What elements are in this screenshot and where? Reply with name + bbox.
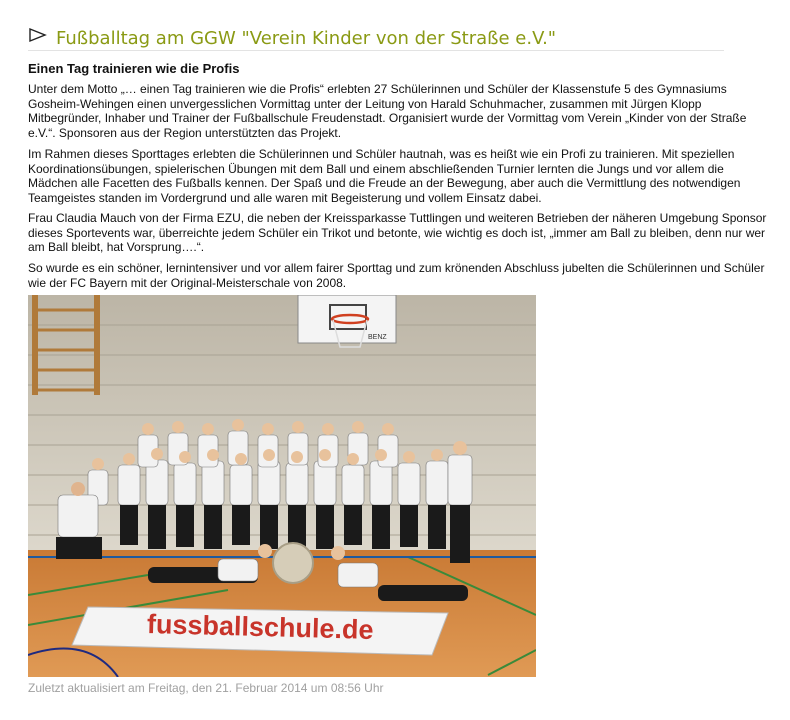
paragraph-4: So wurde es ein schöner, lernintensiver und vor allem fairer Sporttag und zum krönenden Abschluss jubelten die Schülerinnen und Schüler wie der FC Bayern mit der Original-Meisterschale von 2008.	[28, 261, 765, 290]
paragraph-2: Im Rahmen dieses Sporttages erlebten die Schülerinnen und Schüler hautnah, was es heißt wie ein Profi zu trainieren. Mit speziellen Koordinationsübungen, spielerischen Übungen mit dem Ball und einem abschließenden Turnier lernten die Jungs und vor allem die Mädchen alle Facetten des Fußballs kennen. Der Spaß und die Freude an der Bewegung, aber auch die Vermittlung des notwendigen Teamgeistes standen im Vordergrund und alle waren mit Begeisterung und vollem Einsatz dabei.	[28, 147, 741, 205]
paragraph-1: Unter dem Motto „… einen Tag trainieren wie die Profis“ erlebten 27 Schülerinnen und Schüler der Klassenstufe 5 des Gymnasiums Gosheim-Wehingen einen unvergesslichen Vormittag unter der Leitung von Harald Schuhmacher, zusammen mit Jürgen Klopp Mitbegründer, Inhaber und Trainer der Fußballschule Freudenstadt. Organisiert wurde der Vormittag vom Verein „Kinder von der Straße e.V.“. Sponsoren aus der Region unterstützten das Projekt.	[28, 82, 747, 140]
article-title[interactable]: Fußballtag am GGW "Verein Kinder von der Straße e.V."	[56, 28, 557, 49]
backboard-text: BENZ	[368, 334, 387, 341]
article-subheading: Einen Tag trainieren wie die Profis	[28, 61, 240, 76]
paragraph-3: Frau Claudia Mauch von der Firma EZU, die neben der Kreissparkasse Tuttlingen und weiteren Betrieben der näheren Umgebung Sponsor dieses Sportevents war, überreichte jedem Schüler ein Trikot und betonte, wie wichtig es doch ist, „immer am Ball zu bleiben, denn nur wer am Ball bleibt, hat Vorsprung….“.	[28, 211, 767, 255]
team-photo	[28, 295, 536, 677]
team-photo-illustration	[28, 295, 536, 677]
arrow-right-icon	[28, 26, 48, 44]
last-updated: Zuletzt aktualisiert am Freitag, den 21. Februar 2014 um 08:56 Uhr	[28, 681, 384, 695]
banner-text: fussballschule.de	[146, 609, 374, 645]
article-header	[28, 26, 724, 51]
